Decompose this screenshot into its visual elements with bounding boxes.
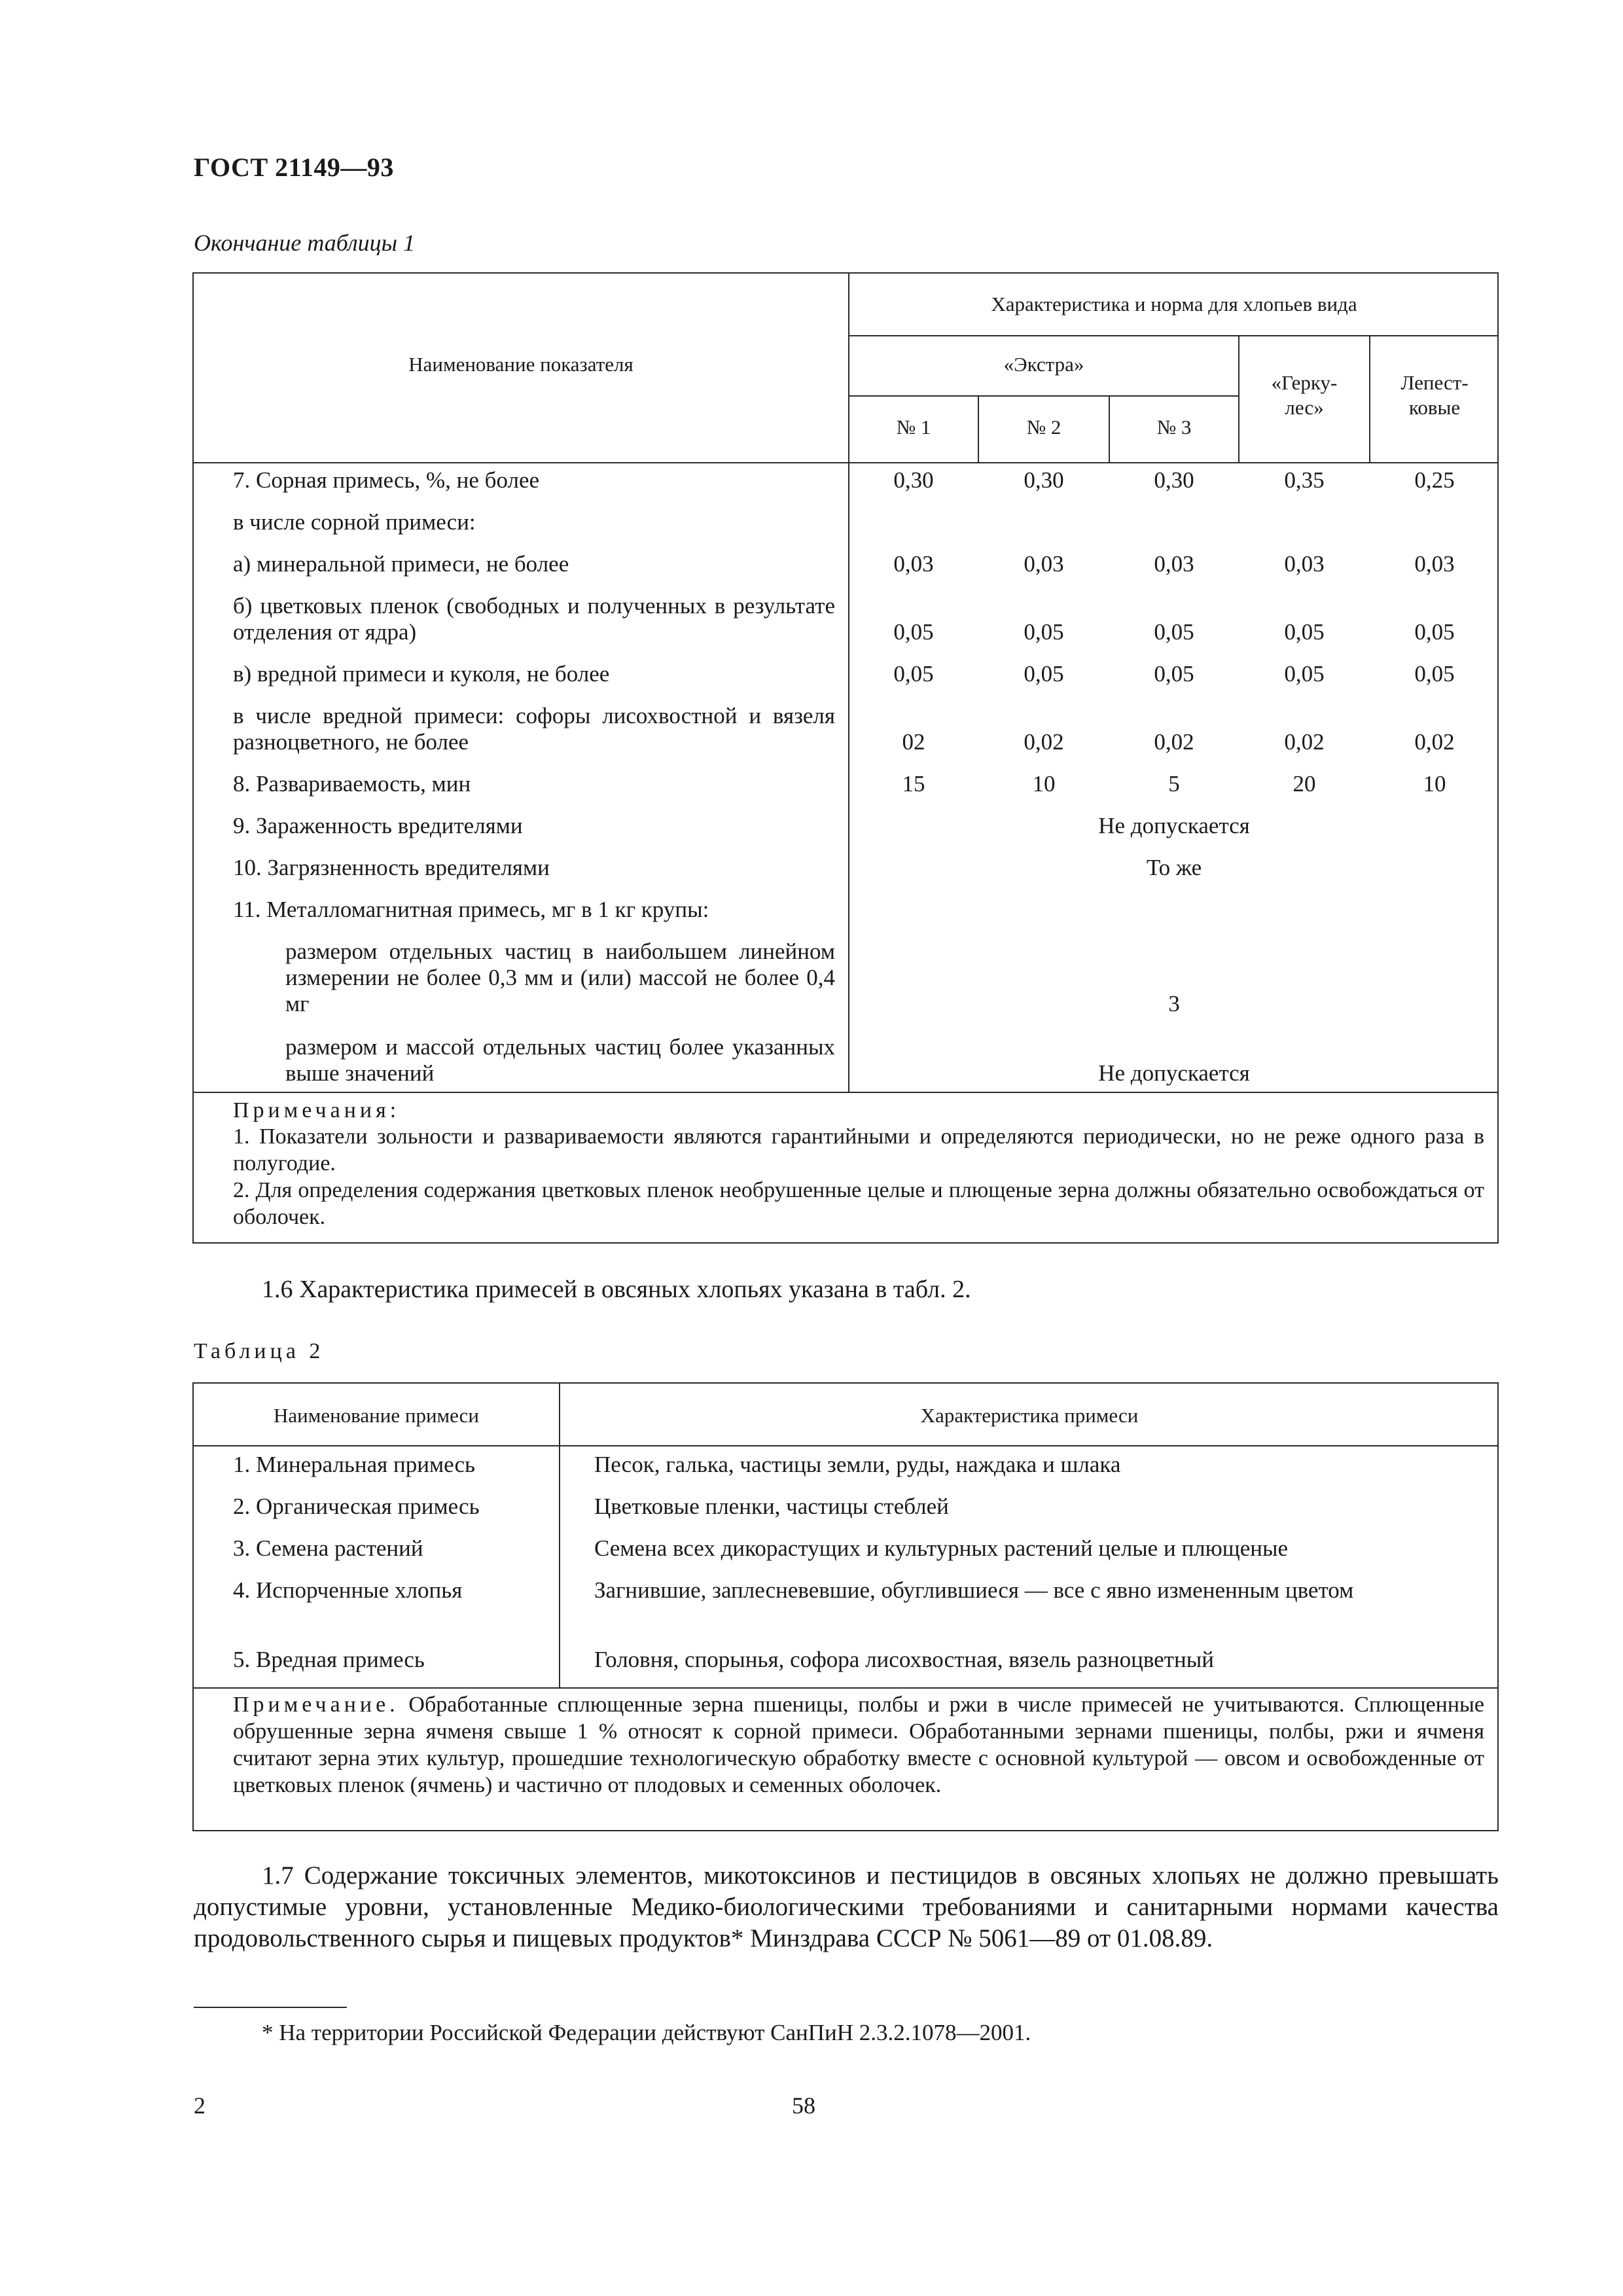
document-id: ГОСТ 21149—93 xyxy=(194,152,394,182)
t1-note-2: 2. Для определения содержания цветковых пленок необрушенные целые и плющеные зерна должны обязательно освобождаться от оболочек. xyxy=(233,1178,1484,1229)
t2-row-name: 5. Вредная примесь xyxy=(233,1647,425,1672)
t1-cell: 0,02 xyxy=(1414,729,1455,755)
t1-col-extra: «Экстра» xyxy=(1003,353,1084,376)
t1-row-label: б) цветковых пленок (свободных и полученных в результате отделения от ядра) xyxy=(233,593,835,645)
t1-cell: 0,05 xyxy=(893,619,934,645)
t1-notes-rule xyxy=(194,1092,1499,1093)
t1-col-petal xyxy=(1370,370,1499,420)
t1-cell: 0,05 xyxy=(1024,661,1064,687)
t1-cell: 0,05 xyxy=(1154,661,1194,687)
t1-note-1: 1. Показатели зольности и развариваемости являются гарантийными и определяются периодически, но не реже одного раза в полугодие. xyxy=(233,1124,1484,1175)
t1-row-label: 10. Загрязненность вредителями xyxy=(233,855,550,880)
table2-caption: Таблица 2 xyxy=(194,1339,325,1363)
t1-cell: 0,03 xyxy=(1024,551,1064,577)
paragraph-1-7-text: 1.7 Содержание токсичных элементов, микотоксинов и пестицидов в овсяных хлопьях не должно превышать допустимые уровни, установленные Медико-биологическими требованиями и санитарными нормами качества продовольственного сырья и пищевых продуктов* Минздрава СССР № 5061—89 от 01.08.89. xyxy=(194,1861,1499,1952)
footnote: * На территории Российской Федерации действуют СанПиН 2.3.2.1078—2001. xyxy=(262,2020,1031,2045)
t1-cell: 0,03 xyxy=(893,551,934,577)
t1-col-hercules xyxy=(1240,370,1369,420)
table1-caption: Окончание таблицы 1 xyxy=(194,230,416,256)
t1-cell: 0,05 xyxy=(893,661,934,687)
page-number-center: 58 xyxy=(792,2092,815,2119)
t2-row-name: 4. Испорченные хлопья xyxy=(233,1577,463,1603)
t1-row-label: 8. Развариваемость, мин xyxy=(233,771,471,797)
t1-row-label: размером отдельных частиц в наибольшем линейном измерении не более 0,3 мм и (или) массой не более 0,4 мг xyxy=(285,939,835,1016)
t1-cell: 0,02 xyxy=(1284,729,1325,755)
t1-span-cell: Не допускается xyxy=(1098,813,1250,838)
t1-cell: 10 xyxy=(1423,771,1446,797)
t1-cell: 0,03 xyxy=(1284,551,1325,577)
t1-cell: 10 xyxy=(1032,771,1056,797)
t1-cell: 0,02 xyxy=(1154,729,1194,755)
t1-cell: 0,05 xyxy=(1154,619,1194,645)
t1-notes-title: Примечания: xyxy=(233,1098,401,1122)
t2-col-name: Наименование примеси xyxy=(273,1404,480,1427)
t1-row-label: 11. Металломагнитная примесь, мг в 1 кг крупы: xyxy=(233,897,709,922)
t1-col-petal-line1: Лепест- xyxy=(1400,371,1469,394)
t2-row-char: Цветковые пленки, частицы стеблей xyxy=(594,1494,949,1519)
t2-note-text: Обработанные сплющенные зерна пшеницы, полбы и ржи в числе примесей не учитываются. Сплющенные обрушенные зерна ячменя свыше 1 % относят к сорной примеси. Обработанными зернами пшеницы, полбы, ржи и ячменя считают зерна этих культур, прошедшие технологическую обработку вместе с основной культурой — овсом и освобожденные от цветковых пленок (ячмень) и частично от плодовых и семенных оболочек. xyxy=(233,1693,1484,1797)
paragraph-1-7 xyxy=(194,1860,1499,1954)
t1-cell: 15 xyxy=(902,771,925,797)
t1-row-label: 7. Сорная примесь, %, не более xyxy=(233,467,540,493)
t1-cell: 0,02 xyxy=(1024,729,1064,755)
t1-cell: 0,30 xyxy=(893,467,934,493)
t1-row-label: в числе вредной примеси: софоры лисохвостной и вязеля разноцветного, не более xyxy=(233,703,835,755)
t1-header-rule xyxy=(194,462,1499,463)
t2-notes-rule xyxy=(194,1687,1499,1689)
t1-cell: 0,30 xyxy=(1024,467,1064,493)
t2-row-name: 3. Семена растений xyxy=(233,1535,423,1561)
t2-note xyxy=(194,1691,1484,1799)
t1-cell: 02 xyxy=(902,729,925,755)
t2-header-rule xyxy=(194,1445,1499,1446)
t2-row-char: Загнившие, заплесневевшие, обуглившиеся — все с явно измененным цветом xyxy=(594,1577,1354,1603)
t2-row-name: 1. Минеральная примесь xyxy=(233,1452,476,1477)
t1-row-label: в числе сорной примеси: xyxy=(233,509,476,535)
t1-col-n1: № 1 xyxy=(896,416,931,439)
t1-span-cell: Не допускается xyxy=(1098,1060,1250,1086)
t2-row-char: Песок, галька, частицы земли, руды, наждака и шлака xyxy=(594,1452,1121,1477)
t1-cell: 20 xyxy=(1293,771,1316,797)
t2-divider-col xyxy=(559,1384,560,1689)
t1-cell: 0,05 xyxy=(1414,661,1455,687)
paragraph-1-6: 1.6 Характеристика примесей в овсяных хлопьях указана в табл. 2. xyxy=(262,1276,971,1303)
t1-divider-extra xyxy=(848,395,1238,397)
t1-col-hercules-line1: «Герку- xyxy=(1271,371,1338,394)
t1-col-hercules-line2: лес» xyxy=(1285,396,1324,419)
t1-span-cell: 3 xyxy=(1168,991,1180,1016)
t1-row-label: а) минеральной примеси, не более xyxy=(233,551,569,577)
t2-note-title: Примечание. xyxy=(233,1693,399,1717)
t1-cell: 0,05 xyxy=(1024,619,1064,645)
page-number-left: 2 xyxy=(194,2092,205,2119)
t1-divider-group xyxy=(848,335,1499,336)
t1-col-group: Характеристика и норма для хлопьев вида xyxy=(991,293,1357,315)
t1-col-indicator: Наименование показателя xyxy=(408,353,633,376)
t1-row-label: размером и массой отдельных частиц более указанных выше значений xyxy=(285,1034,835,1086)
t1-cell: 0,35 xyxy=(1284,467,1325,493)
t1-cell: 0,03 xyxy=(1414,551,1455,577)
t1-span-cell: То же xyxy=(1146,855,1202,880)
t1-cell: 0,25 xyxy=(1414,467,1455,493)
t2-row-char: Семена всех дикорастущих и культурных растений целые и плющеные xyxy=(594,1535,1289,1561)
t1-col-n3: № 3 xyxy=(1156,416,1192,439)
table1 xyxy=(192,272,1499,1244)
t1-cell: 0,05 xyxy=(1414,619,1455,645)
table2 xyxy=(192,1382,1499,1831)
t1-row-label: в) вредной примеси и куколя, не более xyxy=(233,661,610,687)
t1-col-petal-line2: ковые xyxy=(1408,396,1461,419)
footnote-rule xyxy=(194,2007,347,2008)
t2-col-char: Характеристика примеси xyxy=(920,1404,1139,1427)
t1-cell: 0,05 xyxy=(1284,619,1325,645)
t2-row-char: Головня, спорынья, софора лисохвостная, вязель разноцветный xyxy=(594,1647,1214,1672)
t2-row-name: 2. Органическая примесь xyxy=(233,1494,480,1519)
t1-cell: 0,30 xyxy=(1154,467,1194,493)
t1-cell: 0,03 xyxy=(1154,551,1194,577)
t1-cell: 5 xyxy=(1168,771,1180,797)
t1-cell: 0,05 xyxy=(1284,661,1325,687)
t1-row-label: 9. Зараженность вредителями xyxy=(233,813,523,838)
t1-col-n2: № 2 xyxy=(1026,416,1061,439)
